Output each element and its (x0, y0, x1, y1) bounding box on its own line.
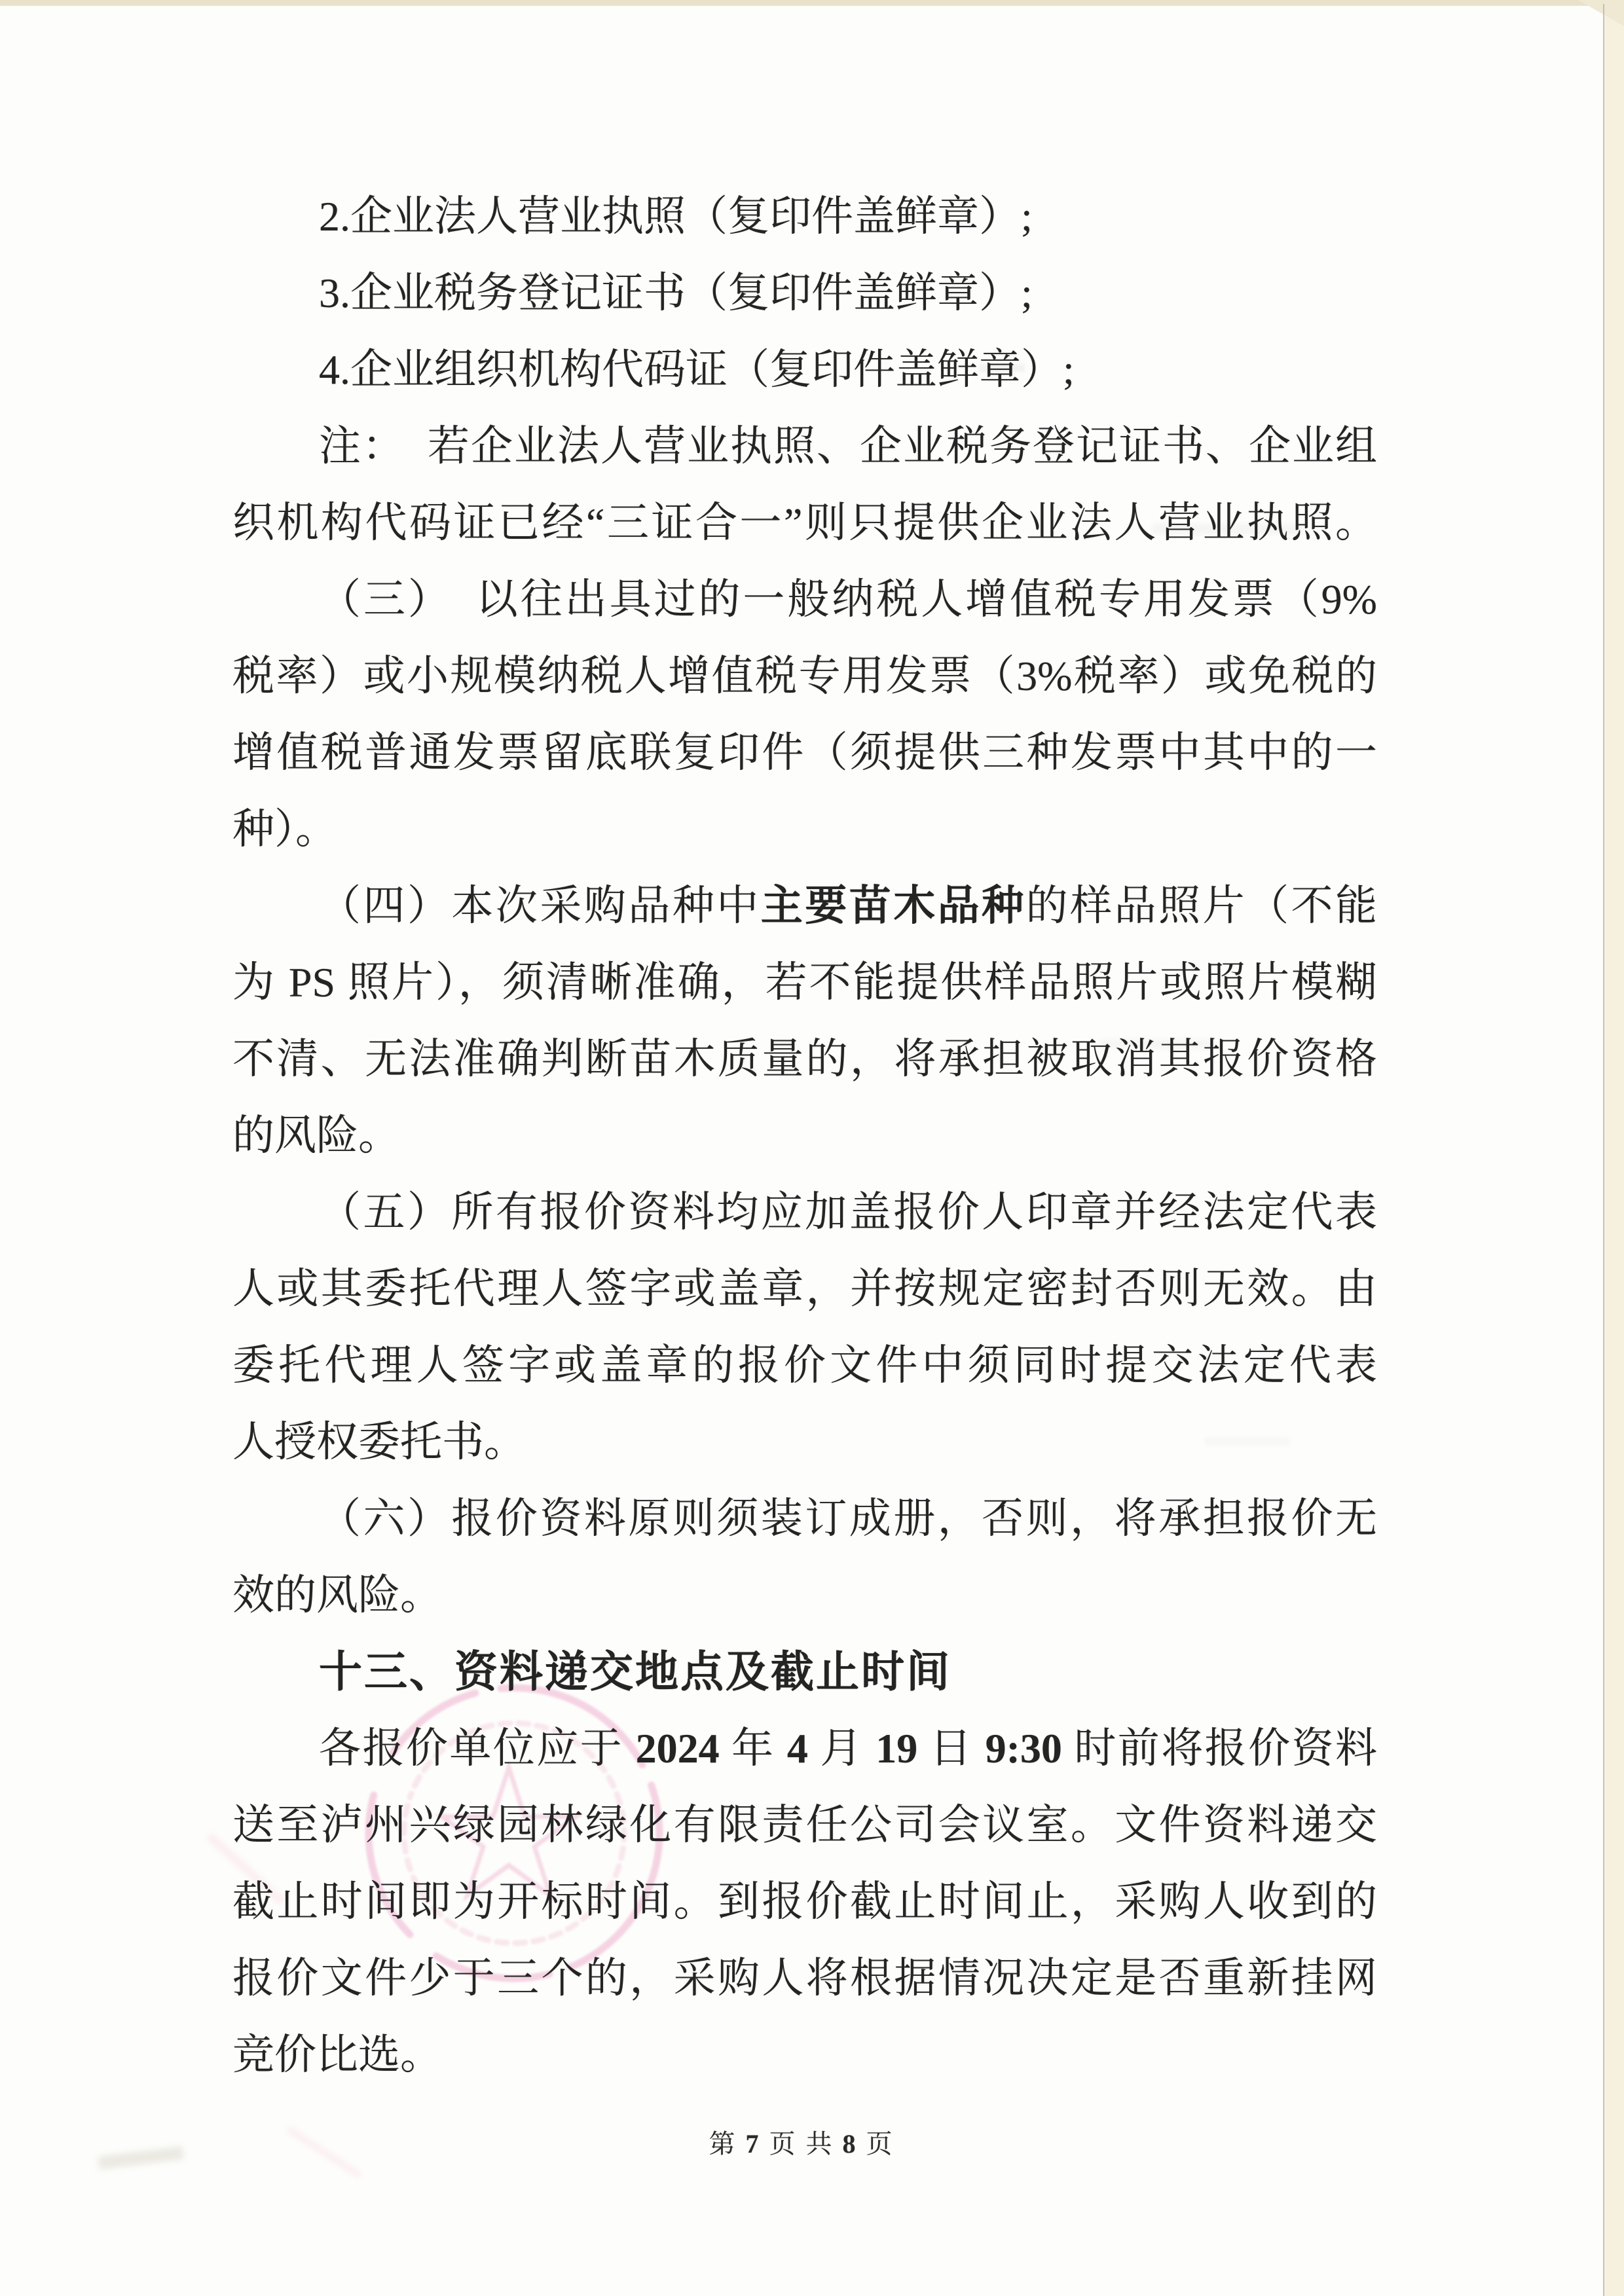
para-4-line-4 (232, 1097, 1377, 1174)
para-4-line-3 (232, 1021, 1377, 1097)
text-segment: 2024 (635, 1725, 720, 1772)
para-3-line-4 (232, 791, 1377, 867)
note-line-2 (232, 484, 1377, 561)
text-segment: 日 (917, 1725, 986, 1772)
para-deadline-line-3 (232, 1863, 1377, 1940)
list-item-4 (232, 331, 1377, 408)
text-segment: 为 PS 照片），须清晰准确，若不能提供样品照片或照片模糊 (232, 959, 1377, 1006)
text-segment: 第 (709, 2129, 746, 2159)
text-segment: 送至泸州兴绿园林绿化有限责任公司会议室。文件资料递交 (232, 1802, 1377, 1848)
text-segment: （四）本次采购品种中 (319, 883, 761, 929)
para-5-line-1 (232, 1174, 1377, 1250)
text-segment: 增值税普通发票留底联复印件（须提供三种发票中其中的一 (232, 729, 1377, 776)
text-segment: 人或其委托代理人签字或盖章，并按规定密封否则无效。由 (232, 1266, 1377, 1312)
text-segment: 页 (857, 2129, 895, 2159)
para-5-line-4 (232, 1404, 1377, 1480)
text-segment: 9:30 (985, 1725, 1062, 1772)
text-segment: 的样品照片（不能 (1025, 883, 1378, 929)
para-6-line-2 (232, 1557, 1377, 1633)
note-line-1 (232, 408, 1377, 484)
corner-cut (1578, 0, 1624, 26)
text-segment: 人授权委托书。 (232, 1419, 526, 1465)
text-segment: 截止时间即为开标时间。到报价截止时间止，采购人收到的 (232, 1878, 1377, 1925)
text-segment: 种）。 (232, 806, 337, 852)
text-segment: 3.企业税务登记证书（复印件盖鲜章）; (319, 270, 1033, 316)
para-3-line-1 (232, 561, 1377, 638)
section-13-heading (232, 1633, 1377, 1710)
text-segment: 委托代理人签字或盖章的报价文件中须同时提交法定代表 (232, 1342, 1377, 1389)
right-paper-backdrop (1604, 0, 1624, 2296)
para-6-line-1 (232, 1480, 1377, 1557)
para-3-line-2 (232, 638, 1377, 714)
text-segment: （三） 以往出具过的一般纳税人增值税专用发票（9% (319, 576, 1377, 623)
para-3-line-3 (232, 714, 1377, 791)
text-segment: 4.企业组织机构代码证（复印件盖鲜章）; (319, 346, 1075, 393)
list-item-3 (232, 255, 1377, 331)
text-segment: 竞价比选。 (232, 2032, 442, 2078)
text-segment: 十三、资料递交地点及截止时间 (319, 1647, 951, 1696)
text-segment: 时前将报价资料 (1061, 1725, 1378, 1772)
text-segment: 税率）或小规模纳税人增值税专用发票（3%税率）或免税的 (232, 653, 1377, 699)
para-5-line-3 (232, 1327, 1377, 1404)
text-segment: 2.企业法人营业执照（复印件盖鲜章）; (319, 193, 1033, 240)
text-segment: 效的风险。 (232, 1572, 442, 1618)
list-item-2 (232, 178, 1377, 255)
text-segment: 各报价单位应于 (319, 1725, 636, 1772)
text-segment: 织机构代码证已经“三证合一”则只提供企业法人营业执照。 (232, 500, 1377, 546)
para-deadline-line-2 (232, 1787, 1377, 1863)
text-segment: （六）报价资料原则须装订成册，否则，将承担报价无 (319, 1495, 1377, 1542)
para-4-line-1 (232, 867, 1377, 944)
document-body (232, 178, 1377, 2093)
text-segment: 页 共 (760, 2129, 843, 2159)
text-segment: 7 (745, 2129, 761, 2159)
para-deadline-line-5 (232, 2016, 1377, 2093)
text-segment: （五）所有报价资料均应加盖报价人印章并经法定代表 (319, 1189, 1377, 1235)
text-segment: 年 (719, 1725, 787, 1772)
text-segment: 的风险。 (232, 1112, 400, 1159)
para-4-line-2 (232, 944, 1377, 1021)
text-segment: 8 (842, 2129, 858, 2159)
text-segment: 4 (786, 1725, 808, 1772)
text-segment: 主要苗木品种 (760, 883, 1026, 929)
para-deadline-line-1 (232, 1710, 1377, 1787)
text-segment: 月 (807, 1725, 876, 1772)
text-segment: 不清、无法准确判断苗木质量的，将承担被取消其报价资格 (232, 1036, 1377, 1082)
para-5-line-2 (232, 1250, 1377, 1327)
para-deadline-line-4 (232, 1940, 1377, 2016)
top-paper-edge (0, 0, 1624, 6)
text-segment: 注： 若企业法人营业执照、企业税务登记证书、企业组 (319, 423, 1377, 469)
text-segment: 报价文件少于三个的，采购人将根据情况决定是否重新挂网 (232, 1955, 1377, 2001)
page-footer (0, 2124, 1603, 2164)
text-segment: 19 (876, 1725, 918, 1772)
page-edge-line (1603, 4, 1604, 2296)
